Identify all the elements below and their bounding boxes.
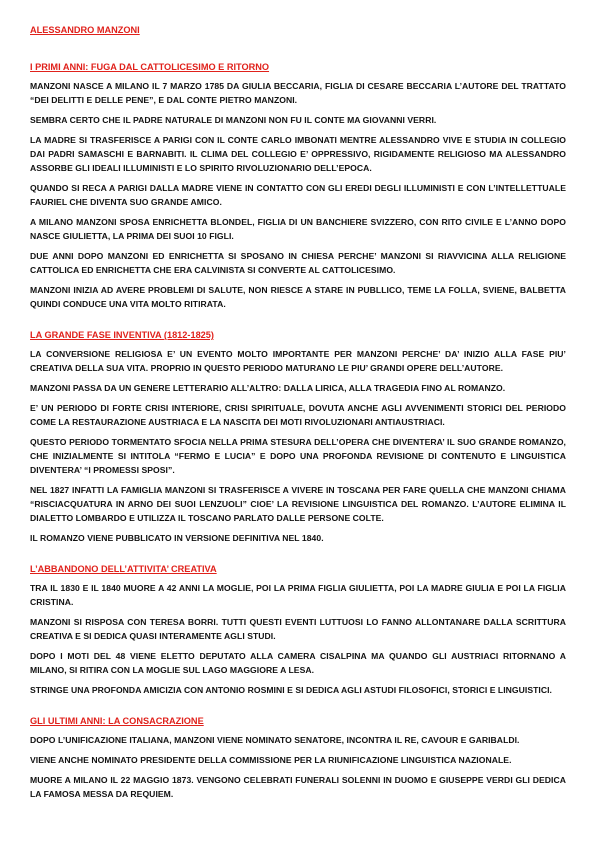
document-title: ALESSANDRO MANZONI [30,25,140,35]
paragraph: MANZONI INIZIA AD AVERE PROBLEMI DI SALUTE, NON RIESCE A STARE IN PUBLLICO, TEME LA FOLLA, SVIENE, BALBETTA QUINDI CONDUCE UNA VITA MOLTO RITIRATA. [30,285,566,309]
paragraph: E’ UN PERIODO DI FORTE CRISI INTERIORE, CRISI SPIRITUALE, DOVUTA ANCHE AGLI AVVENIMENTI STORICI DEL PERIODO COME LA RESTAURAZIONE AUSTRIACA E LA NASCITA DEI MOTI RIVOLUZIONARI ANTIAUSTRIACI. [30,403,566,427]
paragraph: IL ROMANZO VIENE PUBBLICATO IN VERSIONE DEFINITIVA NEL 1840. [30,533,324,543]
paragraph: DOPO I MOTI DEL 48 VIENE ELETTO DEPUTATO ALLA CAMERA CISALPINA MA QUANDO GLI AUSTRIACI RITORNANO A MILANO, SI RITIRA CON LA MOGLIE SUL LAGO MAGGIORE A LESA. [30,651,566,675]
paragraph: MANZONI PASSA DA UN GENERE LETTERARIO ALL’ALTRO: DALLA LIRICA, ALLA TRAGEDIA FINO AL ROMANZO. [30,383,506,393]
section-heading: LA GRANDE FASE INVENTIVA (1812-1825) [30,330,214,340]
section-heading: L’ABBANDONO DELL’ATTIVITA’ CREATIVA [30,564,217,574]
paragraph: MANZONI NASCE A MILANO IL 7 MARZO 1785 DA GIULIA BECCARIA, FIGLIA DI CESARE BECCARIA L’AUTORE DEL TRATTATO “DEI DELITTI E DELLE PENE”, E DAL CONTE PIETRO MANZONI. [30,81,566,105]
paragraph: QUANDO SI RECA A PARIGI DALLA MADRE VIENE IN CONTATTO CON GLI EREDI DEGLI ILLUMINISTI E CON L’INTELLETTUALE FAURIEL CHE DIVENTA SUO GRANDE AMICO. [30,183,566,207]
section-heading: GLI ULTIMI ANNI: LA CONSACRAZIONE [30,716,204,726]
paragraph: STRINGE UNA PROFONDA AMICIZIA CON ANTONIO ROSMINI E SI DEDICA AGLI ASTUDI FILOSOFICI, STORICI E LINGUISTICI. [30,685,552,695]
section-fase-inventiva [30,329,566,545]
paragraph: MUORE A MILANO IL 22 MAGGIO 1873. VENGONO CELEBRATI FUNERALI SOLENNI IN DUOMO E GIUSEPPE VERDI GLI DEDICA LA FAMOSA MESSA DA REQUIEM. [30,775,566,799]
paragraph: DOPO L’UNIFICAZIONE ITALIANA, MANZONI VIENE NOMINATO SENATORE, INCONTRA IL RE, CAVOUR E GARIBALDI. [30,735,520,745]
paragraph: VIENE ANCHE NOMINATO PRESIDENTE DELLA COMMISSIONE PER LA RIUNIFICAZIONE LINGUISTICA NAZIONALE. [30,755,512,765]
paragraph: SEMBRA CERTO CHE IL PADRE NATURALE DI MANZONI NON FU IL CONTE MA GIOVANNI VERRI. [30,115,437,125]
section-heading: I PRIMI ANNI: FUGA DAL CATTOLICESIMO E RITORNO [30,62,270,72]
paragraph: NEL 1827 INFATTI LA FAMIGLIA MANZONI SI TRASFERISCE A VIVERE IN TOSCANA PER FARE QUELLA CHE MANZONI CHIAMA “RISCIACQUATURA IN ARNO DEI SUOI LENZUOLI” CIOE’ LA REVISIONE LINGUISTICA DEL ROMANZO. L’AUTORE ELIMINA IL DIALETTO LOMBARDO E UTILIZZA IL TOSCANO PARLATO DALLE PERSONE COLTE. [30,485,566,523]
section-ultimi-anni [30,715,566,801]
paragraph: QUESTO PERIODO TORMENTATO SFOCIA NELLA PRIMA STESURA DELL’OPERA CHE DIVENTERA’ IL SUO GRANDE ROMANZO, CHE INIZIALMENTE SI INTITOLA “FERMO E LUCIA” E DOPO UNA PROFONDA REVISIONE DI CONTENUTO E LINGUISTICA DIVENTERA’ “I PROMESSI SPOSI”. [30,437,566,475]
section-abbandono [30,563,566,697]
section-primi-anni [30,61,566,311]
paragraph: LA CONVERSIONE RELIGIOSA E’ UN EVENTO MOLTO IMPORTANTE PER MANZONI PERCHE’ DA’ INIZIO ALLA FASE PIU’ CREATIVA DELLA SUA VITA. PROPRIO IN QUESTO PERIODO MATURANO LE PIU’ GRANDI OPERE DELL’AUTORE. [30,349,566,373]
paragraph: TRA IL 1830 E IL 1840 MUORE A 42 ANNI LA MOGLIE, POI LA PRIMA FIGLIA GIULIETTA, POI LA MADRE GIULIA E POI LA FIGLIA CRISTINA. [30,583,566,607]
paragraph: MANZONI SI RISPOSA CON TERESA BORRI. TUTTI QUESTI EVENTI LUTTUOSI LO FANNO ALLONTANARE DALLA SCRITTURA CREATIVA E SI DEDICA QUASI INTERAMENTE AGLI STUDI. [30,617,566,641]
paragraph: LA MADRE SI TRASFERISCE A PARIGI CON IL CONTE CARLO IMBONATI MENTRE ALESSANDRO VIVE E STUDIA IN COLLEGIO DAI PADRI SAMASCHI E BARNABITI. IL CLIMA DEL COLLEGIO E’ OPPRESSIVO, RIGIDAMENTE RELIGIOSO MA ALESSANDRO ASSORBE GLI IDEALI ILLUMINISTI E LO SPIRITO RIVOLUZIONARIO DELL’EPOCA. [30,135,566,173]
paragraph: DUE ANNI DOPO MANZONI ED ENRICHETTA SI SPOSANO IN CHIESA PERCHE’ MANZONI SI RIAVVICINA ALLA RELIGIONE CATTOLICA ED ENRICHETTA CHE ERA CALVINISTA SI CONVERTE AL CATTOLICESIMO. [30,251,566,275]
paragraph: A MILANO MANZONI SPOSA ENRICHETTA BLONDEL, FIGLIA DI UN BANCHIERE SVIZZERO, CON RITO CIVILE E L’ANNO DOPO NASCE GIULIETTA, LA PRIMA DEI SUOI 10 FIGLI. [30,217,566,241]
